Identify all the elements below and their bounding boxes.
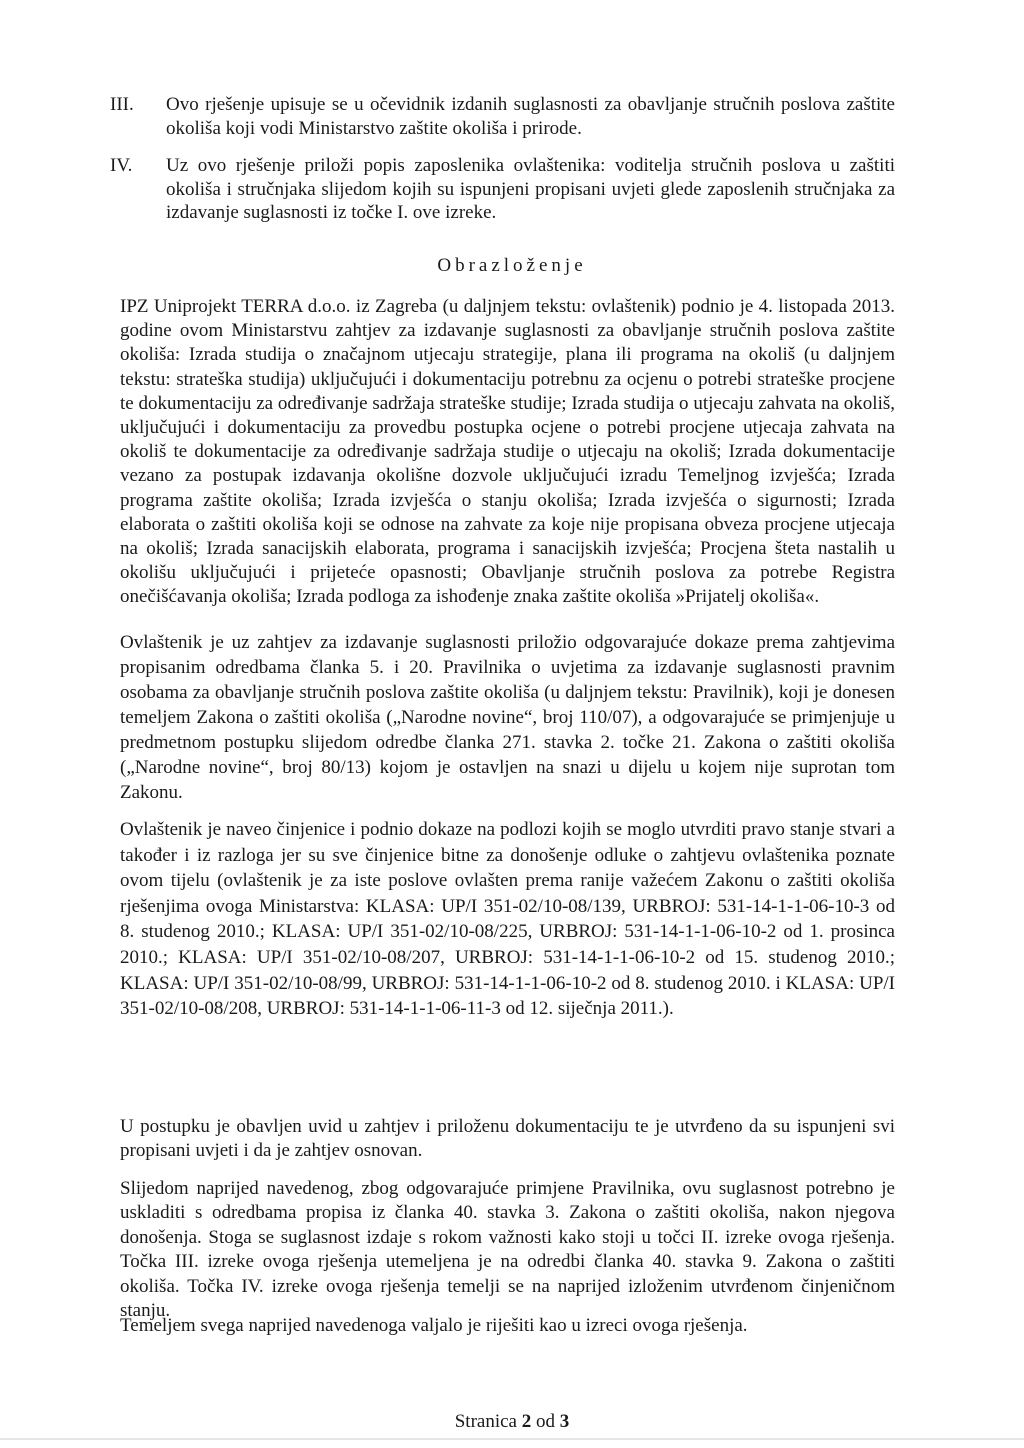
clause-number: III. [110, 94, 134, 115]
section-heading: Obrazloženje [437, 255, 587, 276]
clause-text: Ovo rješenje upisuje se u očevidnik izdanih suglasnosti za obavljanje stručnih poslova zaštite okoliša koji vodi Ministarstvo zaštite okoliša i prirode. [166, 94, 895, 139]
clause-text: Uz ovo rješenje priloži popis zaposlenika ovlaštenika: voditelja stručnih poslova u zaštiti okoliša i stručnjaka slijedom kojih su ispunjeni propisani uvjeti glede zaposlenih stručnjaka za izdavanje suglasnosti iz točke I. ove izreke. [166, 155, 895, 223]
page-number-footer [0, 1411, 1024, 1433]
paragraph: Temeljem svega naprijed navedenoga valjalo je riješiti kao u izreci ovoga rješenja. [120, 1315, 748, 1336]
paragraph: IPZ Uniprojekt TERRA d.o.o. iz Zagreba (u daljnjem tekstu: ovlaštenik) podnio je 4. listopada 2013. godine ovom Ministarstvu zahtjev za izdavanje suglasnosti za obavljanje stručnih poslova zaštite okoliša: Izrada studija o značajnom utjecaju strategije, plana ili programa na okoliš (u daljnjem tekstu: strateška studija) uključujući i dokumentaciju potrebnu za ocjenu o potrebi strateške procjene te dokumentaciju za određivanje sadržaja strateške studije; Izrada studija o utjecaju zahvata na okoliš, uključujući i dokumentaciju za provedbu postupka ocjene o potrebi procjene utjecaja zahvata na okoliš te dokumentacije za određivanje sadržaja studije o utjecaju na okoliš; Izrada dokumentacije vezano za postupak izdavanja okolišne dozvole uključujući izradu Temeljnog izvješća; Izrada programa zaštite okoliša; Izrada izvješća o stanju okoliša; Izrada izvješća o sigurnosti; Izrada elaborata o zaštiti okoliša koji se odnose na zahvate za koje nije propisana obveza procjene utjecaja na okoliš; Izrada sanacijskih elaborata, programa i sanacijskih izvješća; Procjena šteta nastalih u okolišu uključujući i prijeteće opasnosti; Obavljanje stručnih poslova za potrebe Registra onečišćavanja okoliša; Izrada podloga za ishođenje znaka zaštite okoliša »Prijatelj okoliša«. [120, 296, 895, 608]
paragraph: U postupku je obavljen uvid u zahtjev i priloženu dokumentaciju te je utvrđeno da su ispunjeni svi propisani uvjeti i da je zahtjev osnovan. [120, 1116, 895, 1161]
page-of-label: od [536, 1411, 555, 1432]
paragraph: Ovlaštenik je uz zahtjev za izdavanje suglasnosti priložio odgovarajuće dokaze prema zahtjevima propisanim odredbama članka 5. i 20. Pravilnika o uvjetima za izdavanje suglasnosti pravnim osobama za obavljanje stručnih poslova zaštite okoliša (u daljnjem tekstu: Pravilnik), koji je donesen temeljem Zakona o zaštiti okoliša („Narodne novine“, broj 110/07), a odgovarajuće se primjenjuje u predmetnom postupku slijedom odredbe članka 271. stavka 2. točke 21. Zakona o zaštiti okoliša („Narodne novine“, broj 80/13) kojom je ostavljen na snazi u dijelu u kojem nije suprotan tom Zakonu. [120, 632, 895, 803]
clause-iii [110, 93, 895, 140]
clause-number: IV. [110, 155, 133, 176]
paragraph: Ovlaštenik je naveo činjenice i podnio dokaze na podlozi kojih se moglo utvrditi pravo stanje stvari a također i iz razloga jer su sve činjenice bitne za donošenje odluke o zahtjevu ovlaštenika poznate ovom tijelu (ovlaštenik je za iste poslove ovlašten prema ranije važećem Zakonu o zaštiti okoliša rješenjima ovoga Ministarstva: KLASA: UP/I 351-02/10-08/139, URBROJ: 531-14-1-1-06-10-3 od 8. studenog 2010.; KLASA: UP/I 351-02/10-08/225, URBROJ: 531-14-1-1-06-10-2 od 1. prosinca 2010.; KLASA: UP/I 351-02/10-08/207, URBROJ: 531-14-1-1-06-10-2 od 15. studenog 2010.; KLASA: UP/I 351-02/10-08/99, URBROJ: 531-14-1-1-06-10-2 od 8. studenog 2010. i KLASA: UP/I 351-02/10-08/208, URBROJ: 531-14-1-1-06-11-3 od 12. siječnja 2011.). [120, 819, 895, 1020]
paragraph: Slijedom naprijed navedenog, zbog odgovarajuće primjene Pravilnika, ovu suglasnost potrebno je uskladiti s odredbama propisa iz članka 40. stavka 3. Zakona o zaštiti okoliša, nakon njegova donošenja. Stoga se suglasnost izdaje s rokom važnosti kako stoji u točci II. izreke ovoga rješenja. Točka III. izreke ovoga rješenja utemeljena je na odredbi članka 40. stavka 9. Zakona o zaštiti okoliša. Točka IV. izreke ovoga rješenja temelji se na naprijed izloženim utvrđenom činjeničnom stanju. [120, 1178, 895, 1322]
scan-edge-divider [0, 1438, 1024, 1440]
page-label: Stranica [454, 1411, 517, 1432]
current-page: 2 [521, 1411, 532, 1432]
total-pages: 3 [559, 1411, 570, 1432]
clause-iv [110, 154, 895, 225]
